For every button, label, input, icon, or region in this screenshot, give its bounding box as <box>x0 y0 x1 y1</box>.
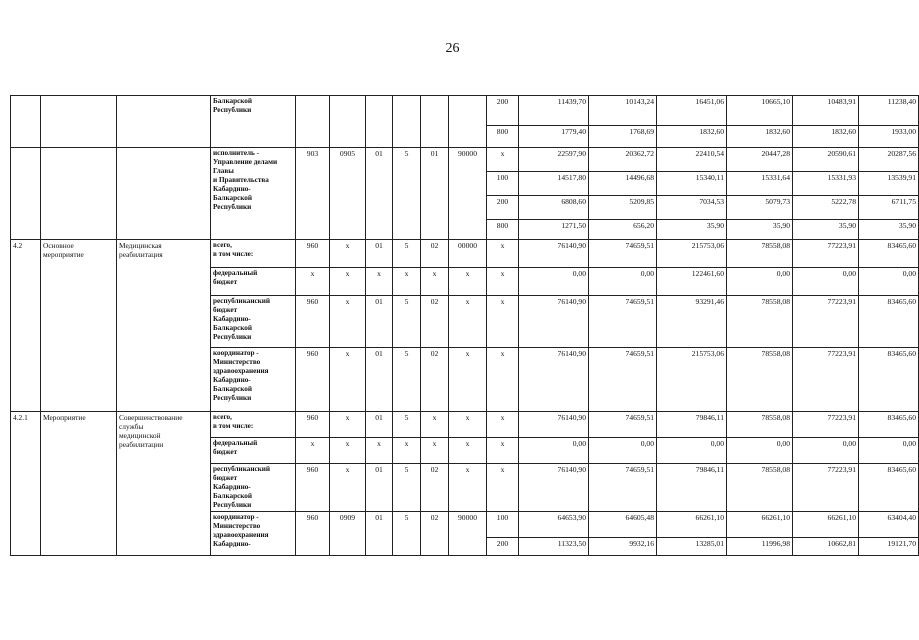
responsible-cell: федеральный бюджет <box>211 438 296 464</box>
budget-code-cell: 960 <box>296 296 330 348</box>
budget-code-cell: 5 <box>393 240 421 268</box>
budget-code-cell: 5 <box>393 464 421 512</box>
budget-code-cell: 01 <box>366 296 393 348</box>
amount-cell: 0,00 <box>657 438 727 464</box>
amount-cell: 83465,60 <box>859 296 919 348</box>
budget-code-cell: 01 <box>366 412 393 438</box>
amount-cell: 74659,51 <box>589 412 657 438</box>
budget-code-cell: x <box>449 296 487 348</box>
amount-cell: 10665,10 <box>727 96 793 126</box>
amount-cell: 7034,53 <box>657 196 727 220</box>
amount-cell: 215753,06 <box>657 240 727 268</box>
budget-code-cell: x <box>366 268 393 296</box>
budget-code-cell <box>330 96 366 148</box>
amount-cell: 79846,11 <box>657 412 727 438</box>
amount-cell: 83465,60 <box>859 464 919 512</box>
amount-cell: 1832,60 <box>793 126 859 148</box>
amount-cell: 13539,91 <box>859 172 919 196</box>
budget-code-cell: x <box>330 240 366 268</box>
expense-type-cell: x <box>487 464 519 512</box>
expense-type-cell: 100 <box>487 512 519 538</box>
amount-cell: 1832,60 <box>657 126 727 148</box>
budget-code-cell: x <box>449 348 487 412</box>
amount-cell: 9932,16 <box>589 538 657 556</box>
amount-cell: 15331,64 <box>727 172 793 196</box>
budget-code-cell: 01 <box>366 148 393 240</box>
budget-code-cell: 960 <box>296 412 330 438</box>
amount-cell: 77223,91 <box>793 348 859 412</box>
budget-code-cell: 960 <box>296 464 330 512</box>
responsible-cell: всего, в том числе: <box>211 240 296 268</box>
amount-cell: 74659,51 <box>589 464 657 512</box>
budget-code-cell: x <box>449 268 487 296</box>
expense-type-cell: 200 <box>487 538 519 556</box>
budget-code-cell: 01 <box>421 148 449 240</box>
amount-cell: 83465,60 <box>859 412 919 438</box>
amount-cell: 16451,06 <box>657 96 727 126</box>
item-kind-cell: Мероприятие <box>41 412 117 556</box>
amount-cell: 15331,93 <box>793 172 859 196</box>
budget-code-cell: 02 <box>421 296 449 348</box>
amount-cell: 64605,48 <box>589 512 657 538</box>
table-row <box>11 412 919 438</box>
budget-code-cell: x <box>330 348 366 412</box>
budget-code-cell: 01 <box>366 240 393 268</box>
budget-code-cell <box>366 96 393 148</box>
budget-code-cell: x <box>330 438 366 464</box>
responsible-cell: исполнитель - Управление делами Главы и Правительства Кабардино- Балкарской Республики <box>211 148 296 240</box>
amount-cell: 74659,51 <box>589 348 657 412</box>
budget-code-cell: 960 <box>296 348 330 412</box>
expense-type-cell: x <box>487 412 519 438</box>
budget-code-cell: 5 <box>393 348 421 412</box>
item-number-cell: 4.2.1 <box>11 412 41 556</box>
budget-code-cell: 02 <box>421 512 449 556</box>
budget-code-cell: 960 <box>296 240 330 268</box>
amount-cell: 14517,80 <box>519 172 589 196</box>
amount-cell: 19121,70 <box>859 538 919 556</box>
expense-type-cell: x <box>487 268 519 296</box>
budget-code-cell: 5 <box>393 148 421 240</box>
amount-cell: 66261,10 <box>657 512 727 538</box>
amount-cell: 35,90 <box>727 220 793 240</box>
budget-code-cell: x <box>393 438 421 464</box>
budget-code-cell: 90000 <box>449 148 487 240</box>
budget-code-cell: x <box>296 268 330 296</box>
amount-cell: 76140,90 <box>519 348 589 412</box>
budget-code-cell: 0905 <box>330 148 366 240</box>
amount-cell: 74659,51 <box>589 296 657 348</box>
expense-type-cell: x <box>487 240 519 268</box>
budget-code-cell: 5 <box>393 296 421 348</box>
responsible-cell: всего, в том числе: <box>211 412 296 438</box>
table-row <box>11 96 919 126</box>
amount-cell: 78558,08 <box>727 348 793 412</box>
budget-code-cell: 0909 <box>330 512 366 556</box>
amount-cell: 77223,91 <box>793 240 859 268</box>
amount-cell: 0,00 <box>589 438 657 464</box>
expense-type-cell: x <box>487 438 519 464</box>
budget-code-cell: x <box>330 296 366 348</box>
budget-code-cell: x <box>421 438 449 464</box>
amount-cell: 1271,50 <box>519 220 589 240</box>
amount-cell: 11238,40 <box>859 96 919 126</box>
amount-cell: 10483,91 <box>793 96 859 126</box>
amount-cell: 35,90 <box>657 220 727 240</box>
amount-cell: 6808,60 <box>519 196 589 220</box>
amount-cell: 20447,28 <box>727 148 793 172</box>
budget-code-cell: 01 <box>366 512 393 556</box>
budget-code-cell <box>449 96 487 148</box>
responsible-cell: координатор - Министерство здравоохранения Кабардино- Балкарской Республики <box>211 348 296 412</box>
item-number-cell: 4.2 <box>11 240 41 412</box>
budget-code-cell: 01 <box>366 464 393 512</box>
responsible-cell: координатор - Министерство здравоохранения Кабардино- <box>211 512 296 556</box>
amount-cell: 6711,75 <box>859 196 919 220</box>
amount-cell: 83465,60 <box>859 348 919 412</box>
amount-cell: 63404,40 <box>859 512 919 538</box>
expense-type-cell: 200 <box>487 196 519 220</box>
amount-cell: 22410,54 <box>657 148 727 172</box>
budget-code-cell: 903 <box>296 148 330 240</box>
amount-cell: 77223,91 <box>793 296 859 348</box>
budget-code-cell: x <box>449 438 487 464</box>
amount-cell: 0,00 <box>793 438 859 464</box>
amount-cell: 66261,10 <box>793 512 859 538</box>
budget-code-cell: x <box>330 412 366 438</box>
amount-cell: 35,90 <box>859 220 919 240</box>
amount-cell: 5222,78 <box>793 196 859 220</box>
budget-code-cell: 02 <box>421 348 449 412</box>
amount-cell: 78558,08 <box>727 296 793 348</box>
expense-type-cell: 800 <box>487 126 519 148</box>
table-row <box>11 148 919 172</box>
responsible-cell: республиканский бюджет Кабардино- Балкарской Республики <box>211 464 296 512</box>
budget-code-cell: 960 <box>296 512 330 556</box>
amount-cell: 78558,08 <box>727 240 793 268</box>
amount-cell: 122461,60 <box>657 268 727 296</box>
amount-cell: 20287,56 <box>859 148 919 172</box>
amount-cell: 66261,10 <box>727 512 793 538</box>
amount-cell: 20362,72 <box>589 148 657 172</box>
amount-cell: 14496,68 <box>589 172 657 196</box>
item-number-cell <box>11 96 41 148</box>
amount-cell: 78558,08 <box>727 464 793 512</box>
budget-table <box>10 95 919 556</box>
table-row <box>11 240 919 268</box>
amount-cell: 0,00 <box>589 268 657 296</box>
amount-cell: 74659,51 <box>589 240 657 268</box>
budget-code-cell: x <box>393 268 421 296</box>
amount-cell: 10662,81 <box>793 538 859 556</box>
amount-cell: 76140,90 <box>519 464 589 512</box>
amount-cell: 78558,08 <box>727 412 793 438</box>
amount-cell: 76140,90 <box>519 296 589 348</box>
expense-type-cell: 100 <box>487 172 519 196</box>
amount-cell: 77223,91 <box>793 464 859 512</box>
amount-cell: 0,00 <box>859 438 919 464</box>
expense-type-cell: x <box>487 348 519 412</box>
amount-cell: 76140,90 <box>519 412 589 438</box>
budget-code-cell: 5 <box>393 512 421 556</box>
budget-code-cell: x <box>296 438 330 464</box>
budget-code-cell: 02 <box>421 464 449 512</box>
expense-type-cell: 200 <box>487 96 519 126</box>
amount-cell: 11323,50 <box>519 538 589 556</box>
amount-cell: 0,00 <box>859 268 919 296</box>
amount-cell: 5079,73 <box>727 196 793 220</box>
amount-cell: 656,20 <box>589 220 657 240</box>
amount-cell: 20590,61 <box>793 148 859 172</box>
amount-cell: 11996,98 <box>727 538 793 556</box>
amount-cell: 76140,90 <box>519 240 589 268</box>
budget-code-cell: x <box>330 464 366 512</box>
expense-type-cell: x <box>487 296 519 348</box>
expense-type-cell: 800 <box>487 220 519 240</box>
amount-cell: 22597,90 <box>519 148 589 172</box>
amount-cell: 1832,60 <box>727 126 793 148</box>
amount-cell: 1779,40 <box>519 126 589 148</box>
amount-cell: 83465,60 <box>859 240 919 268</box>
item-name-cell <box>117 148 211 240</box>
responsible-cell: Балкарской Республики <box>211 96 296 148</box>
responsible-cell: республиканский бюджет Кабардино- Балкарской Республики <box>211 296 296 348</box>
budget-code-cell <box>296 96 330 148</box>
responsible-cell: федеральный бюджет <box>211 268 296 296</box>
amount-cell: 64653,90 <box>519 512 589 538</box>
amount-cell: 93291,46 <box>657 296 727 348</box>
expense-type-cell: x <box>487 148 519 172</box>
budget-code-cell: x <box>421 412 449 438</box>
budget-code-cell: x <box>449 412 487 438</box>
amount-cell: 0,00 <box>519 438 589 464</box>
budget-code-cell: 01 <box>366 348 393 412</box>
amount-cell: 0,00 <box>519 268 589 296</box>
amount-cell: 1768,69 <box>589 126 657 148</box>
amount-cell: 215753,06 <box>657 348 727 412</box>
budget-code-cell <box>393 96 421 148</box>
amount-cell: 35,90 <box>793 220 859 240</box>
budget-code-cell <box>421 96 449 148</box>
budget-code-cell: 5 <box>393 412 421 438</box>
amount-cell: 77223,91 <box>793 412 859 438</box>
item-kind-cell: Основное мероприятие <box>41 240 117 412</box>
item-name-cell <box>117 96 211 148</box>
amount-cell: 79846,11 <box>657 464 727 512</box>
item-kind-cell <box>41 148 117 240</box>
item-name-cell: Медицинская реабилитация <box>117 240 211 412</box>
amount-cell: 10143,24 <box>589 96 657 126</box>
budget-code-cell: x <box>330 268 366 296</box>
budget-code-cell: x <box>421 268 449 296</box>
amount-cell: 11439,70 <box>519 96 589 126</box>
item-kind-cell <box>41 96 117 148</box>
budget-code-cell: x <box>449 464 487 512</box>
amount-cell: 5209,85 <box>589 196 657 220</box>
amount-cell: 0,00 <box>793 268 859 296</box>
amount-cell: 0,00 <box>727 268 793 296</box>
budget-code-cell: 90000 <box>449 512 487 556</box>
amount-cell: 0,00 <box>727 438 793 464</box>
amount-cell: 13285,01 <box>657 538 727 556</box>
budget-code-cell: 02 <box>421 240 449 268</box>
item-number-cell <box>11 148 41 240</box>
budget-code-cell: 00000 <box>449 240 487 268</box>
page-number: 26 <box>445 41 460 56</box>
amount-cell: 1933,00 <box>859 126 919 148</box>
amount-cell: 15340,11 <box>657 172 727 196</box>
budget-code-cell: x <box>366 438 393 464</box>
item-name-cell: Совершенствование службы медицинской реабилитации <box>117 412 211 556</box>
